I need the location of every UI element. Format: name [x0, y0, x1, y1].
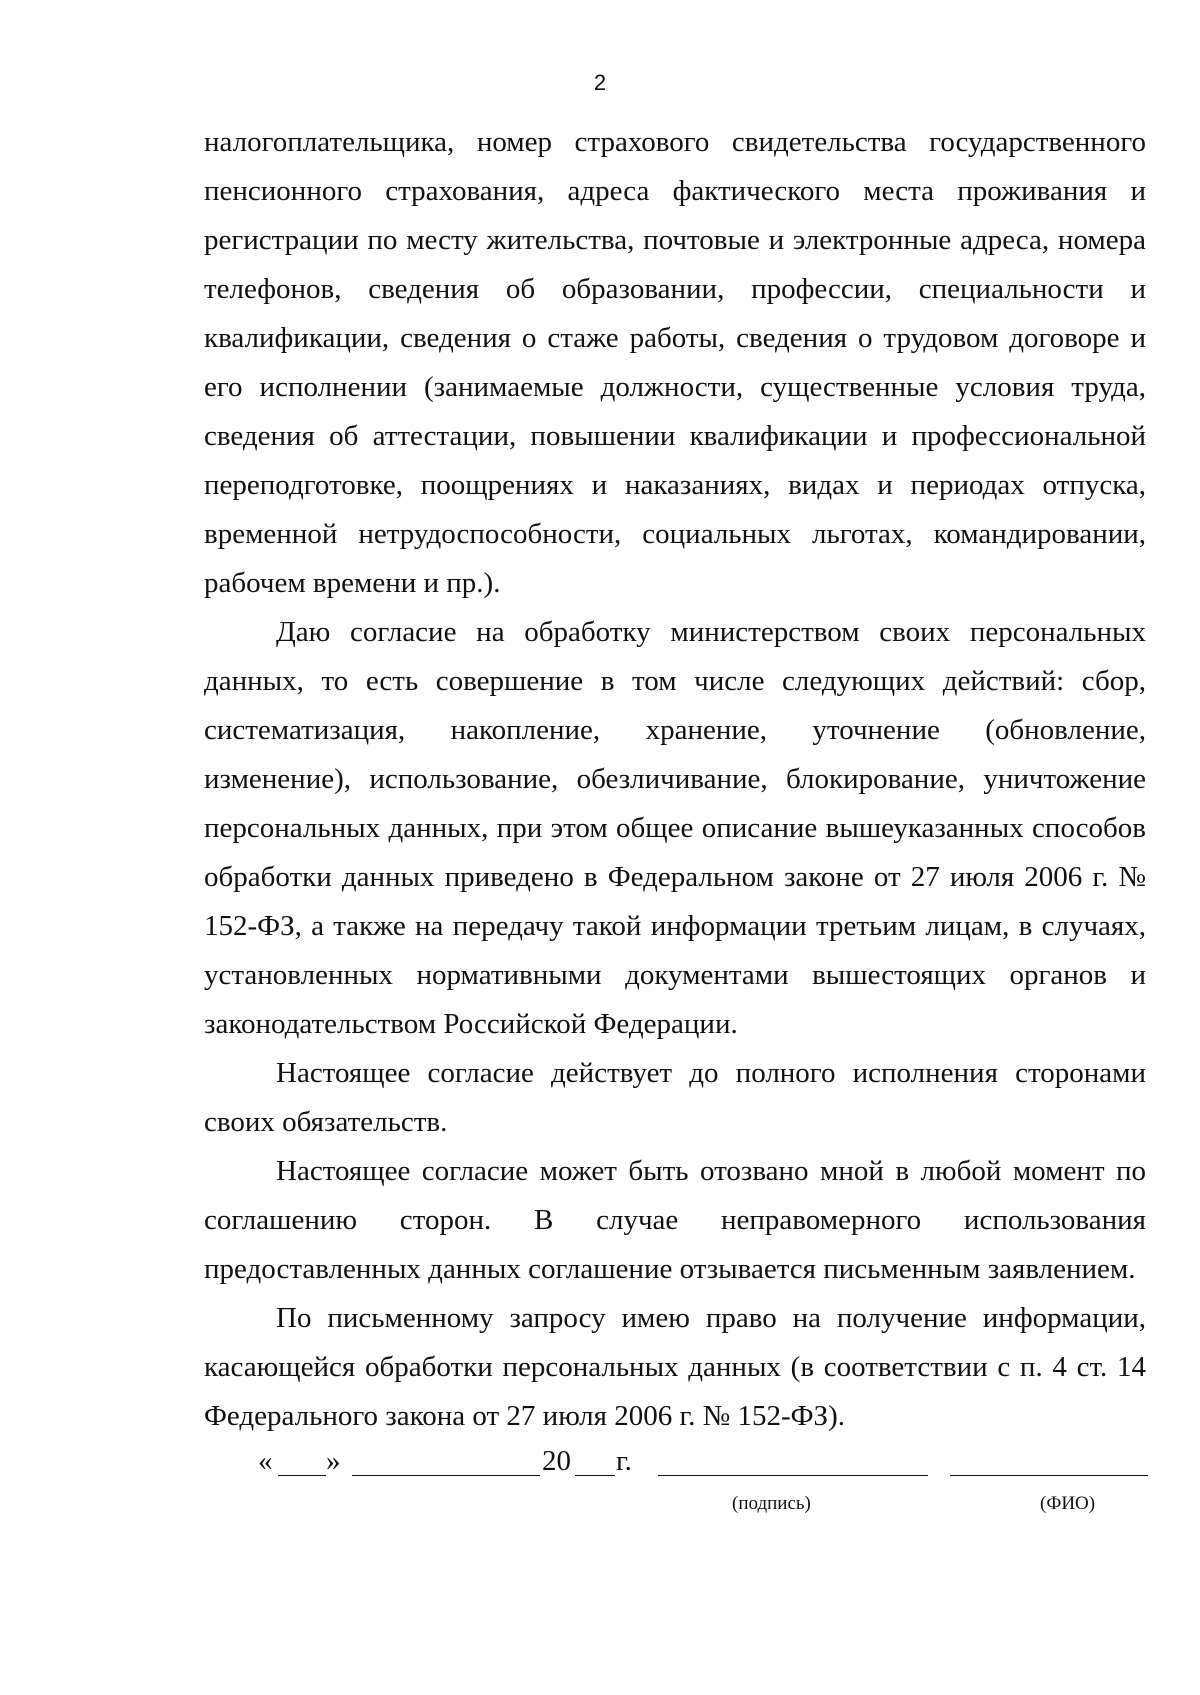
- fio-caption: (ФИО): [1040, 1493, 1096, 1514]
- signature-blank[interactable]: [658, 1475, 928, 1476]
- document-body: [204, 118, 1146, 1441]
- paragraph-consent-processing: Даю согласие на обработку министерством своих персональных данных, то есть совершение в том числе следующих действий: сбор, систематизация, накопление, хранение, уточнение (обновление, изменение), использование, обезличивание, блокирование, уничтожение персональных данных, при этом общее описание вышеуказанных способов обработки данных приведено в Федеральном законе от 27 июля 2006 г. № 152-ФЗ, а также на передачу такой информации третьим лицам, в случаях, установленных нормативными документами вышестоящих органов и законодательством Российской Федерации.: [204, 616, 1146, 1040]
- date-month-blank[interactable]: [352, 1475, 540, 1476]
- date-quote-open: «: [258, 1445, 273, 1477]
- page-number: 2: [593, 70, 607, 95]
- signature-row: [0, 1445, 1200, 1485]
- date-day-blank[interactable]: [278, 1475, 326, 1476]
- fio-blank[interactable]: [950, 1475, 1148, 1476]
- paragraph-consent-withdrawal: Настоящее согласие может быть отозвано мной в любой момент по соглашению сторон. В случае неправомерного использования предоставленных данных соглашение отзывается письменным заявлением.: [204, 1155, 1146, 1285]
- date-year-prefix: 20: [542, 1445, 571, 1477]
- paragraph-information-request: По письменному запросу имею право на получение информации, касающейся обработки персональных данных (в соответствии с п. 4 ст. 14 Федерального закона от 27 июля 2006 г. № 152-ФЗ).: [204, 1302, 1146, 1432]
- paragraph-personal-data-list: налогоплательщика, номер страхового свидетельства государственного пенсионного страхования, адреса фактического места проживания и регистрации по месту жительства, почтовые и электронные адреса, номера телефонов, сведения об образовании, профессии, специальности и квалификации, сведения о стаже работы, сведения о трудовом договоре и его исполнении (занимаемые должности, существенные условия труда, сведения об аттестации, повышении квалификации и профессиональной переподготовке, поощрениях и наказаниях, видах и периодах отпуска, временной нетрудоспособности, социальных льготах, командировании, рабочем времени и пр.).: [204, 126, 1146, 599]
- date-quote-close: »: [326, 1445, 341, 1477]
- date-year-suffix: г.: [616, 1445, 632, 1477]
- paragraph-consent-validity: Настоящее согласие действует до полного исполнения сторонами своих обязательств.: [204, 1057, 1146, 1138]
- signature-caption: (подпись): [732, 1493, 811, 1514]
- date-year-blank[interactable]: [575, 1475, 615, 1476]
